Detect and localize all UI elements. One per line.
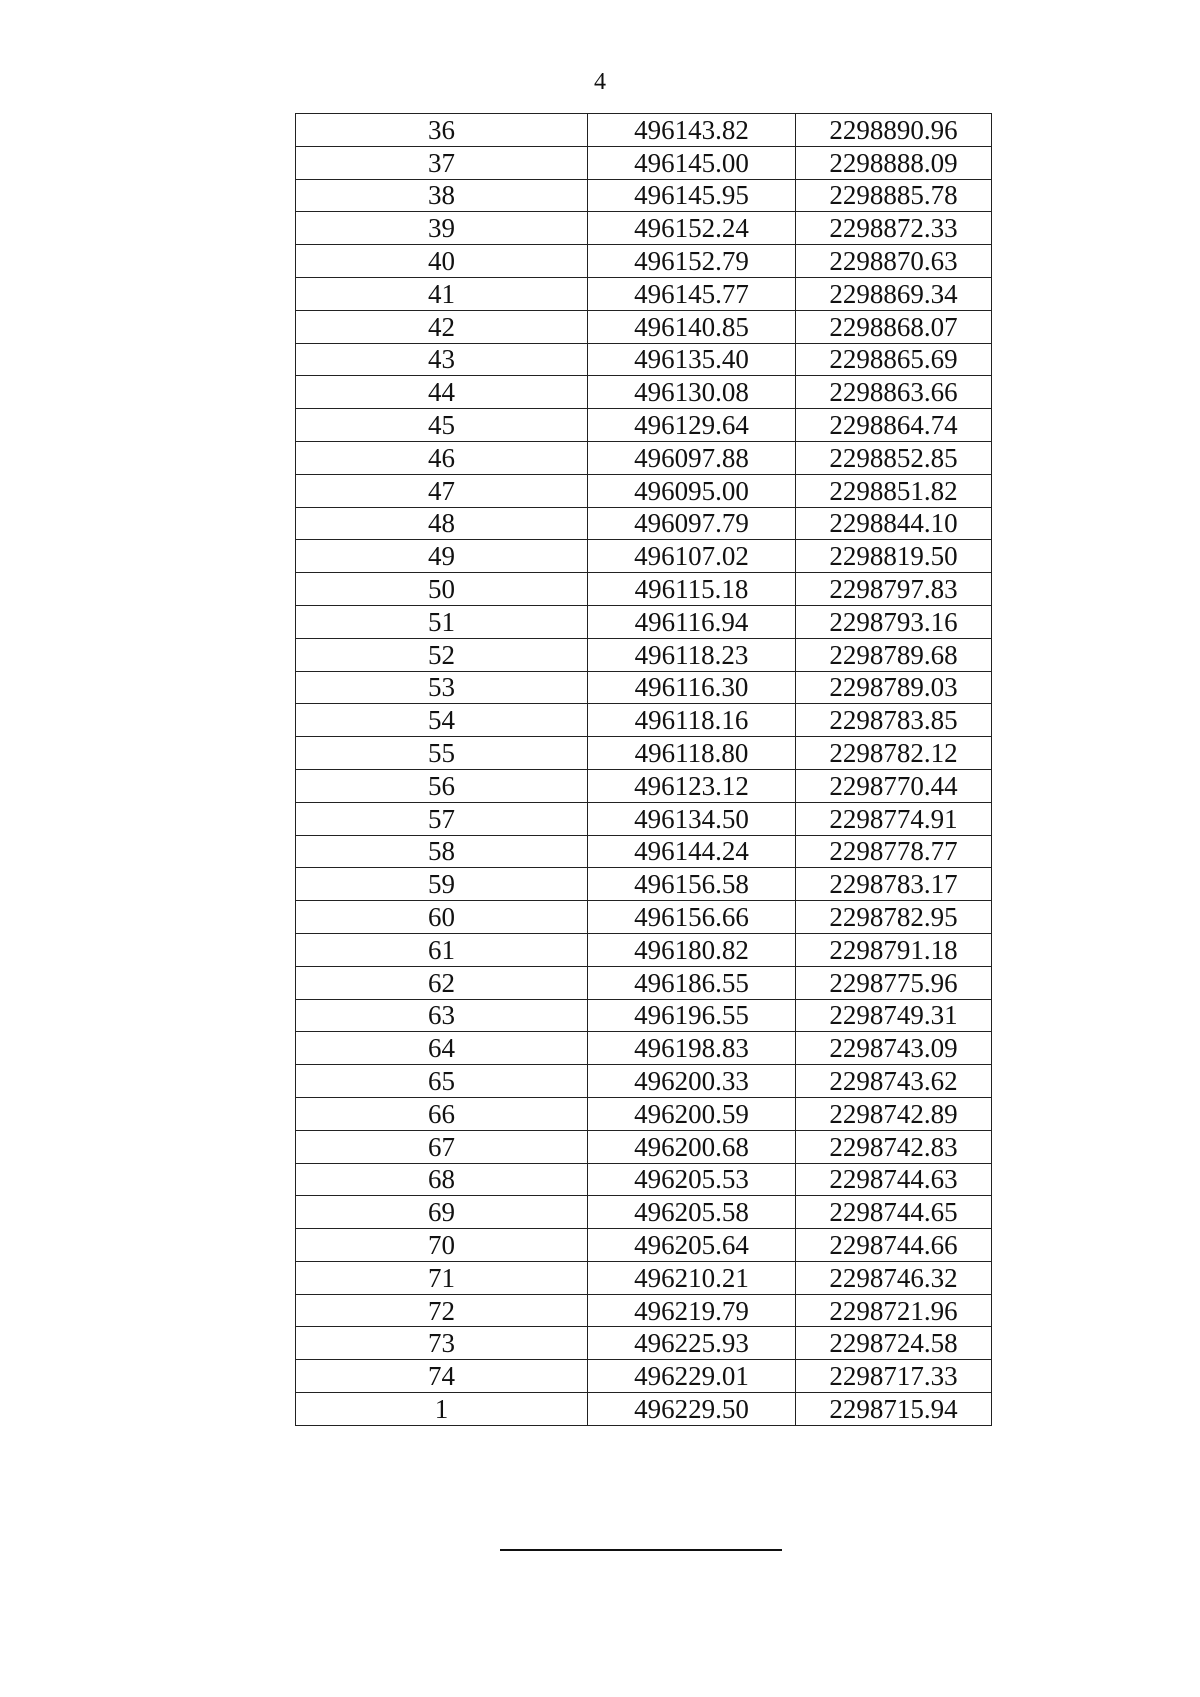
table-row bbox=[296, 343, 992, 376]
table-row bbox=[296, 1360, 992, 1393]
x-coordinate-cell: 496097.79 bbox=[588, 507, 796, 540]
table-row bbox=[296, 605, 992, 638]
x-coordinate-cell: 496196.55 bbox=[588, 999, 796, 1032]
table-row bbox=[296, 868, 992, 901]
x-coordinate-cell: 496140.85 bbox=[588, 310, 796, 343]
point-number-cell: 64 bbox=[296, 1032, 588, 1065]
table-row bbox=[296, 146, 992, 179]
x-coordinate-cell: 496229.50 bbox=[588, 1393, 796, 1426]
point-number-cell: 71 bbox=[296, 1261, 588, 1294]
point-number-cell: 45 bbox=[296, 409, 588, 442]
table-row bbox=[296, 474, 992, 507]
point-number-cell: 63 bbox=[296, 999, 588, 1032]
y-coordinate-cell: 2298742.83 bbox=[796, 1130, 992, 1163]
point-number-cell: 53 bbox=[296, 671, 588, 704]
y-coordinate-cell: 2298789.68 bbox=[796, 638, 992, 671]
table-row bbox=[296, 1196, 992, 1229]
table-row bbox=[296, 1393, 992, 1426]
point-number-cell: 59 bbox=[296, 868, 588, 901]
table-row bbox=[296, 999, 992, 1032]
coordinates-table-body bbox=[296, 114, 992, 1426]
y-coordinate-cell: 2298791.18 bbox=[796, 933, 992, 966]
table-row bbox=[296, 671, 992, 704]
point-number-cell: 69 bbox=[296, 1196, 588, 1229]
y-coordinate-cell: 2298744.63 bbox=[796, 1163, 992, 1196]
x-coordinate-cell: 496210.21 bbox=[588, 1261, 796, 1294]
x-coordinate-cell: 496200.33 bbox=[588, 1065, 796, 1098]
x-coordinate-cell: 496107.02 bbox=[588, 540, 796, 573]
y-coordinate-cell: 2298851.82 bbox=[796, 474, 992, 507]
x-coordinate-cell: 496129.64 bbox=[588, 409, 796, 442]
y-coordinate-cell: 2298782.95 bbox=[796, 901, 992, 934]
table-row bbox=[296, 835, 992, 868]
table-row bbox=[296, 507, 992, 540]
x-coordinate-cell: 496200.59 bbox=[588, 1097, 796, 1130]
table-row bbox=[296, 245, 992, 278]
x-coordinate-cell: 496156.58 bbox=[588, 868, 796, 901]
y-coordinate-cell: 2298743.09 bbox=[796, 1032, 992, 1065]
point-number-cell: 61 bbox=[296, 933, 588, 966]
point-number-cell: 50 bbox=[296, 573, 588, 606]
y-coordinate-cell: 2298783.85 bbox=[796, 704, 992, 737]
point-number-cell: 1 bbox=[296, 1393, 588, 1426]
point-number-cell: 40 bbox=[296, 245, 588, 278]
table-row bbox=[296, 441, 992, 474]
x-coordinate-cell: 496097.88 bbox=[588, 441, 796, 474]
table-row bbox=[296, 1130, 992, 1163]
y-coordinate-cell: 2298868.07 bbox=[796, 310, 992, 343]
table-row bbox=[296, 310, 992, 343]
point-number-cell: 60 bbox=[296, 901, 588, 934]
x-coordinate-cell: 496118.23 bbox=[588, 638, 796, 671]
x-coordinate-cell: 496152.79 bbox=[588, 245, 796, 278]
coordinates-table bbox=[295, 113, 992, 1426]
point-number-cell: 57 bbox=[296, 802, 588, 835]
point-number-cell: 36 bbox=[296, 114, 588, 147]
table-row bbox=[296, 1294, 992, 1327]
point-number-cell: 37 bbox=[296, 146, 588, 179]
table-row bbox=[296, 1097, 992, 1130]
x-coordinate-cell: 496205.53 bbox=[588, 1163, 796, 1196]
y-coordinate-cell: 2298852.85 bbox=[796, 441, 992, 474]
point-number-cell: 70 bbox=[296, 1229, 588, 1262]
x-coordinate-cell: 496134.50 bbox=[588, 802, 796, 835]
y-coordinate-cell: 2298724.58 bbox=[796, 1327, 992, 1360]
y-coordinate-cell: 2298865.69 bbox=[796, 343, 992, 376]
point-number-cell: 52 bbox=[296, 638, 588, 671]
end-of-document-rule bbox=[500, 1549, 782, 1551]
point-number-cell: 49 bbox=[296, 540, 588, 573]
table-row bbox=[296, 540, 992, 573]
y-coordinate-cell: 2298715.94 bbox=[796, 1393, 992, 1426]
y-coordinate-cell: 2298819.50 bbox=[796, 540, 992, 573]
y-coordinate-cell: 2298888.09 bbox=[796, 146, 992, 179]
table-row bbox=[296, 901, 992, 934]
y-coordinate-cell: 2298885.78 bbox=[796, 179, 992, 212]
point-number-cell: 46 bbox=[296, 441, 588, 474]
x-coordinate-cell: 496118.80 bbox=[588, 737, 796, 770]
table-row bbox=[296, 802, 992, 835]
x-coordinate-cell: 496116.94 bbox=[588, 605, 796, 638]
y-coordinate-cell: 2298782.12 bbox=[796, 737, 992, 770]
x-coordinate-cell: 496145.95 bbox=[588, 179, 796, 212]
point-number-cell: 62 bbox=[296, 966, 588, 999]
point-number-cell: 38 bbox=[296, 179, 588, 212]
table-row bbox=[296, 704, 992, 737]
x-coordinate-cell: 496229.01 bbox=[588, 1360, 796, 1393]
x-coordinate-cell: 496200.68 bbox=[588, 1130, 796, 1163]
point-number-cell: 43 bbox=[296, 343, 588, 376]
x-coordinate-cell: 496186.55 bbox=[588, 966, 796, 999]
x-coordinate-cell: 496180.82 bbox=[588, 933, 796, 966]
x-coordinate-cell: 496205.58 bbox=[588, 1196, 796, 1229]
point-number-cell: 56 bbox=[296, 769, 588, 802]
table-row bbox=[296, 638, 992, 671]
y-coordinate-cell: 2298870.63 bbox=[796, 245, 992, 278]
table-row bbox=[296, 1163, 992, 1196]
y-coordinate-cell: 2298749.31 bbox=[796, 999, 992, 1032]
x-coordinate-cell: 496135.40 bbox=[588, 343, 796, 376]
y-coordinate-cell: 2298793.16 bbox=[796, 605, 992, 638]
x-coordinate-cell: 496144.24 bbox=[588, 835, 796, 868]
x-coordinate-cell: 496095.00 bbox=[588, 474, 796, 507]
y-coordinate-cell: 2298744.65 bbox=[796, 1196, 992, 1229]
table-row bbox=[296, 573, 992, 606]
y-coordinate-cell: 2298863.66 bbox=[796, 376, 992, 409]
x-coordinate-cell: 496152.24 bbox=[588, 212, 796, 245]
x-coordinate-cell: 496115.18 bbox=[588, 573, 796, 606]
table-row bbox=[296, 737, 992, 770]
point-number-cell: 67 bbox=[296, 1130, 588, 1163]
x-coordinate-cell: 496145.77 bbox=[588, 277, 796, 310]
y-coordinate-cell: 2298872.33 bbox=[796, 212, 992, 245]
point-number-cell: 68 bbox=[296, 1163, 588, 1196]
point-number-cell: 74 bbox=[296, 1360, 588, 1393]
x-coordinate-cell: 496219.79 bbox=[588, 1294, 796, 1327]
table-row bbox=[296, 966, 992, 999]
y-coordinate-cell: 2298770.44 bbox=[796, 769, 992, 802]
y-coordinate-cell: 2298774.91 bbox=[796, 802, 992, 835]
table-row bbox=[296, 933, 992, 966]
table-row bbox=[296, 114, 992, 147]
point-number-cell: 48 bbox=[296, 507, 588, 540]
point-number-cell: 58 bbox=[296, 835, 588, 868]
y-coordinate-cell: 2298783.17 bbox=[796, 868, 992, 901]
table-row bbox=[296, 1261, 992, 1294]
x-coordinate-cell: 496118.16 bbox=[588, 704, 796, 737]
table-row bbox=[296, 409, 992, 442]
y-coordinate-cell: 2298844.10 bbox=[796, 507, 992, 540]
y-coordinate-cell: 2298864.74 bbox=[796, 409, 992, 442]
y-coordinate-cell: 2298717.33 bbox=[796, 1360, 992, 1393]
point-number-cell: 42 bbox=[296, 310, 588, 343]
y-coordinate-cell: 2298746.32 bbox=[796, 1261, 992, 1294]
point-number-cell: 54 bbox=[296, 704, 588, 737]
point-number-cell: 72 bbox=[296, 1294, 588, 1327]
x-coordinate-cell: 496225.93 bbox=[588, 1327, 796, 1360]
x-coordinate-cell: 496145.00 bbox=[588, 146, 796, 179]
y-coordinate-cell: 2298789.03 bbox=[796, 671, 992, 704]
table-row bbox=[296, 1032, 992, 1065]
y-coordinate-cell: 2298869.34 bbox=[796, 277, 992, 310]
table-row bbox=[296, 1327, 992, 1360]
table-row bbox=[296, 1065, 992, 1098]
table-row bbox=[296, 1229, 992, 1262]
x-coordinate-cell: 496156.66 bbox=[588, 901, 796, 934]
point-number-cell: 55 bbox=[296, 737, 588, 770]
y-coordinate-cell: 2298743.62 bbox=[796, 1065, 992, 1098]
y-coordinate-cell: 2298744.66 bbox=[796, 1229, 992, 1262]
table-row bbox=[296, 376, 992, 409]
x-coordinate-cell: 496143.82 bbox=[588, 114, 796, 147]
point-number-cell: 66 bbox=[296, 1097, 588, 1130]
point-number-cell: 73 bbox=[296, 1327, 588, 1360]
table-row bbox=[296, 769, 992, 802]
table-row bbox=[296, 179, 992, 212]
table-row bbox=[296, 277, 992, 310]
point-number-cell: 39 bbox=[296, 212, 588, 245]
y-coordinate-cell: 2298721.96 bbox=[796, 1294, 992, 1327]
x-coordinate-cell: 496123.12 bbox=[588, 769, 796, 802]
y-coordinate-cell: 2298742.89 bbox=[796, 1097, 992, 1130]
point-number-cell: 44 bbox=[296, 376, 588, 409]
point-number-cell: 41 bbox=[296, 277, 588, 310]
point-number-cell: 47 bbox=[296, 474, 588, 507]
x-coordinate-cell: 496130.08 bbox=[588, 376, 796, 409]
y-coordinate-cell: 2298797.83 bbox=[796, 573, 992, 606]
x-coordinate-cell: 496205.64 bbox=[588, 1229, 796, 1262]
point-number-cell: 65 bbox=[296, 1065, 588, 1098]
y-coordinate-cell: 2298890.96 bbox=[796, 114, 992, 147]
point-number-cell: 51 bbox=[296, 605, 588, 638]
x-coordinate-cell: 496116.30 bbox=[588, 671, 796, 704]
table-row bbox=[296, 212, 992, 245]
x-coordinate-cell: 496198.83 bbox=[588, 1032, 796, 1065]
y-coordinate-cell: 2298775.96 bbox=[796, 966, 992, 999]
page-number: 4 bbox=[594, 69, 606, 95]
y-coordinate-cell: 2298778.77 bbox=[796, 835, 992, 868]
